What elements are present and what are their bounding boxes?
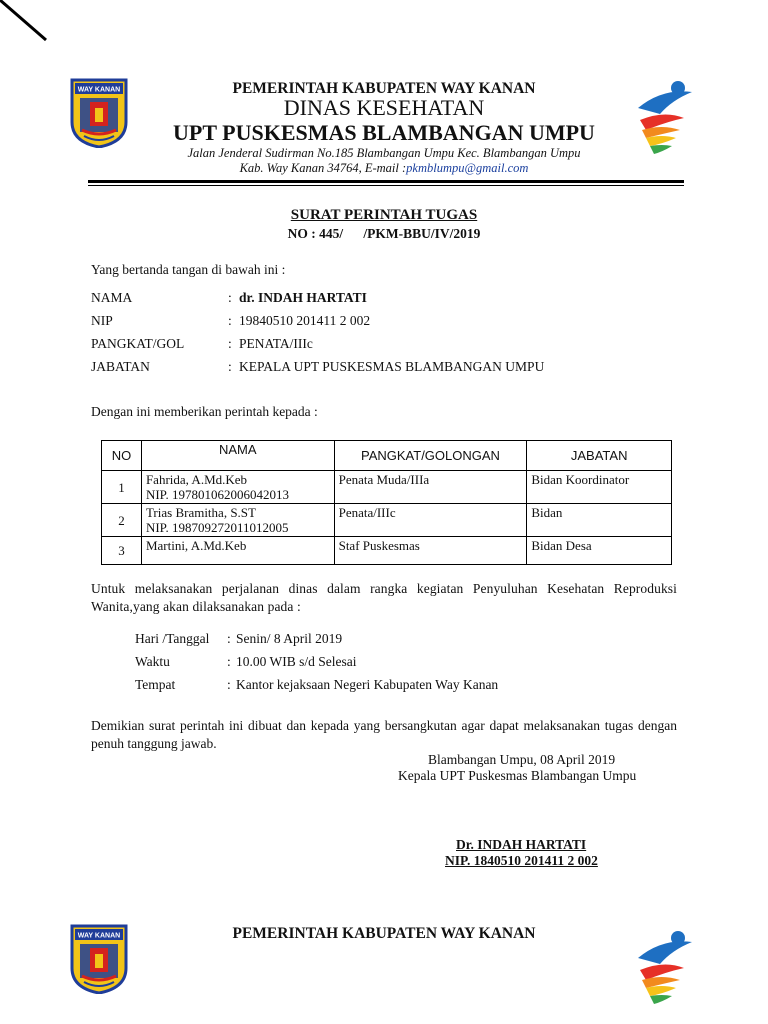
assignee-nip: NIP. 198709272011012005 <box>145 520 289 535</box>
schedule-value: 10.00 WIB s/d Selesai <box>236 654 357 669</box>
header-rule-thick <box>88 180 684 183</box>
cell-no: 1 <box>102 471 142 504</box>
colon: : <box>228 290 232 305</box>
letterhead-contact <box>0 161 768 176</box>
document-title: SURAT PERINTAH TUGAS <box>290 207 478 223</box>
signer-row <box>91 290 651 310</box>
cell-position: Bidan Desa <box>527 537 672 565</box>
svg-text:WAY KANAN: WAY KANAN <box>77 86 121 94</box>
signer-label: NAMA <box>91 290 133 305</box>
table-row <box>102 504 672 537</box>
closing-paragraph: Demikian surat perintah ini dibuat dan kepada yang bersangkutan agar dapat melaksanakan tugas dengan penuh tanggung jawab. <box>91 718 677 751</box>
header-rule-thin <box>88 185 684 186</box>
document-number: NO : 445/ /PKM-BBU/IV/2019 <box>287 226 481 241</box>
letterhead-address: Jalan Jenderal Sudirman No.185 Blambangan Umpu Kec. Blambangan Umpu <box>187 146 581 160</box>
schedule-label: Waktu <box>135 654 170 669</box>
signer-row <box>91 336 651 356</box>
cell-position: Bidan <box>527 504 672 537</box>
assignee-name: Martini, A.Md.Keb <box>145 538 247 553</box>
schedule-value: Senin/ 8 April 2019 <box>236 631 343 646</box>
signer-value: dr. INDAH HARTATI <box>239 290 367 305</box>
signer-value: PENATA/IIIc <box>239 336 313 351</box>
schedule-row <box>135 631 595 651</box>
table-header-row <box>102 441 672 471</box>
schedule-value: Kantor kejaksaan Negeri Kabupaten Way Kanan <box>236 677 499 692</box>
signer-details <box>91 290 651 390</box>
table-row <box>102 471 672 504</box>
purpose-paragraph: Untuk melaksanakan perjalanan dinas dalam rangka kegiatan Penyuluhan Kesehatan Reproduksi Wanita,yang akan dilaksanakan pada : <box>91 581 677 614</box>
place-date: Blambangan Umpu, 08 April 2019 <box>428 752 616 767</box>
email-link[interactable]: pkmblumpu@gmail.com <box>406 161 529 175</box>
signer-row <box>91 359 651 379</box>
letterhead-unit: UPT PUSKESMAS BLAMBANGAN UMPU <box>173 120 595 145</box>
signer-label: JABATAN <box>91 359 150 374</box>
colon: : <box>227 631 231 646</box>
cell-rank: Penata Muda/IIIa <box>334 471 527 504</box>
intro-text: Yang bertanda tangan di bawah ini : <box>91 262 286 277</box>
colon: : <box>228 359 232 374</box>
contact-prefix: Kab. Way Kanan 34764, E-mail : <box>239 161 407 175</box>
schedule-label: Hari /Tanggal <box>135 631 210 646</box>
assignee-name: Trias Bramitha, S.ST <box>145 505 256 520</box>
signer-row <box>91 313 651 333</box>
colon: : <box>228 336 232 351</box>
signatory-title: Kepala UPT Puskesmas Blambangan Umpu <box>398 768 637 783</box>
footer-government-header: PEMERINTAH KABUPATEN WAY KANAN <box>232 925 536 942</box>
header-name: NAMA <box>141 441 334 471</box>
letterhead-government: PEMERINTAH KABUPATEN WAY KANAN <box>232 80 536 97</box>
colon: : <box>227 654 231 669</box>
signer-value: KEPALA UPT PUSKESMAS BLAMBANGAN UMPU <box>239 359 545 374</box>
cell-rank: Penata/IIIc <box>334 504 527 537</box>
cell-name <box>141 471 334 504</box>
svg-text:WAY KANAN: WAY KANAN <box>77 932 121 940</box>
cell-no: 2 <box>102 504 142 537</box>
colon: : <box>228 313 232 328</box>
cell-name <box>141 537 334 565</box>
assignee-name: Fahrida, A.Md.Keb <box>145 472 248 487</box>
header-no: NO <box>102 441 142 471</box>
header-rank: PANGKAT/GOLONGAN <box>334 441 527 471</box>
cell-no: 3 <box>102 537 142 565</box>
schedule-label: Tempat <box>135 677 176 692</box>
signer-label: PANGKAT/GOL <box>91 336 185 351</box>
signer-value: 19840510 201411 2 002 <box>239 313 371 328</box>
assignee-nip: NIP. 197801062006042013 <box>145 487 289 502</box>
signatory-name: Dr. INDAH HARTATI <box>456 837 587 852</box>
letterhead-agency: DINAS KESEHATAN <box>283 95 485 120</box>
schedule-details <box>135 631 595 701</box>
signer-label: NIP <box>91 313 113 328</box>
schedule-row <box>135 677 595 697</box>
cell-rank: Staf Puskesmas <box>334 537 527 565</box>
cell-position: Bidan Koordinator <box>527 471 672 504</box>
colon: : <box>227 677 231 692</box>
header-position: JABATAN <box>527 441 672 471</box>
order-intro: Dengan ini memberikan perintah kepada : <box>91 404 318 419</box>
cell-name <box>141 504 334 537</box>
signatory-nip: NIP. 1840510 201411 2 002 <box>445 853 598 868</box>
schedule-row <box>135 654 595 674</box>
assignee-table <box>101 440 672 565</box>
corner-mark <box>0 0 60 50</box>
table-row <box>102 537 672 565</box>
